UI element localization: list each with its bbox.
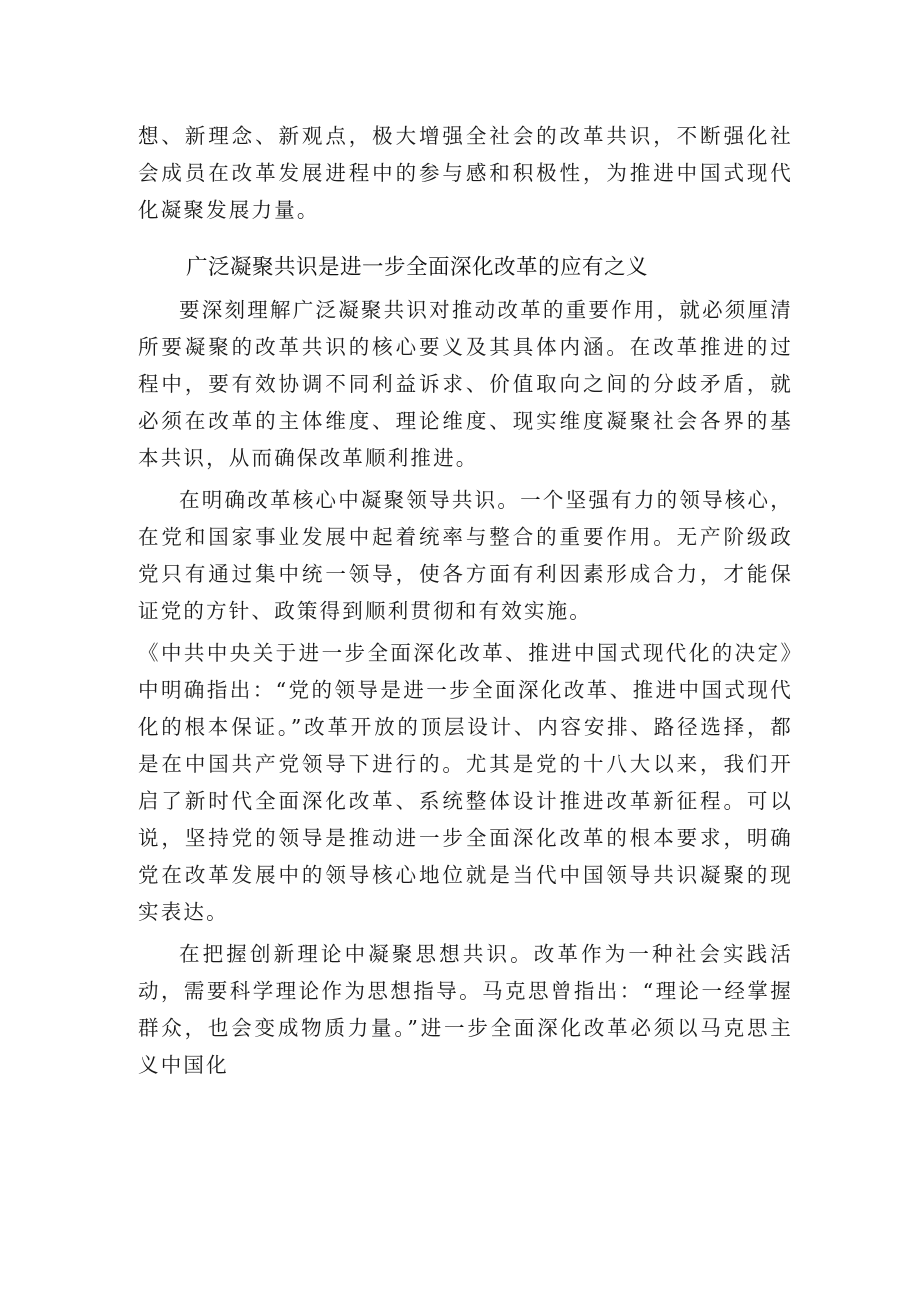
continuation-block	[138, 118, 793, 229]
paragraph-4: 在把握创新理论中凝聚思想共识。改革作为一种社会实践活动，需要科学理论作为思想指导。马克思曾指出：“理论一经掌握群众，也会变成物质力量。”进一步全面深化改革必须以马克思主义中国化	[138, 942, 793, 1077]
paragraph-continuation: 想、新理念、新观点，极大增强全社会的改革共识，不断强化社会成员在改革发展进程中的参与感和积极性，为推进中国式现代化凝聚发展力量。	[138, 124, 793, 222]
paragraph-1: 要深刻理解广泛凝聚共识对推动改革的重要作用，就必须厘清所要凝聚的改革共识的核心要义及其具体内涵。在改革推进的过程中，要有效协调不同利益诉求、价值取向之间的分歧矛盾，就必须在改革的主体维度、理论维度、现实维度凝聚社会各界的基本共识，从而确保改革顺利推进。	[138, 298, 793, 470]
body-block	[138, 292, 793, 1084]
section-heading: 广泛凝聚共识是进一步全面深化改革的应有之义	[186, 255, 649, 280]
paragraph-3: 《中共中央关于进一步全面深化改革、推进中国式现代化的决定》中明确指出：“党的领导是进一步全面深化改革、推进中国式现代化的根本保证。”改革开放的顶层设计、内容安排、路径选择，都是在中国共产党领导下进行的。尤其是党的十八大以来，我们开启了新时代全面深化改革、系统整体设计推进改革新征程。可以说，坚持党的领导是推动进一步全面深化改革的根本要求，明确党在改革发展中的领导核心地位就是当代中国领导共识凝聚的现实表达。	[138, 641, 793, 924]
paragraph-2: 在明确改革核心中凝聚领导共识。一个坚强有力的领导核心，在党和国家事业发展中起着统率与整合的重要作用。无产阶级政党只有通过集中统一领导，使各方面有利因素形成合力，才能保证党的方针、政策得到顺利贯彻和有效实施。	[138, 488, 793, 623]
